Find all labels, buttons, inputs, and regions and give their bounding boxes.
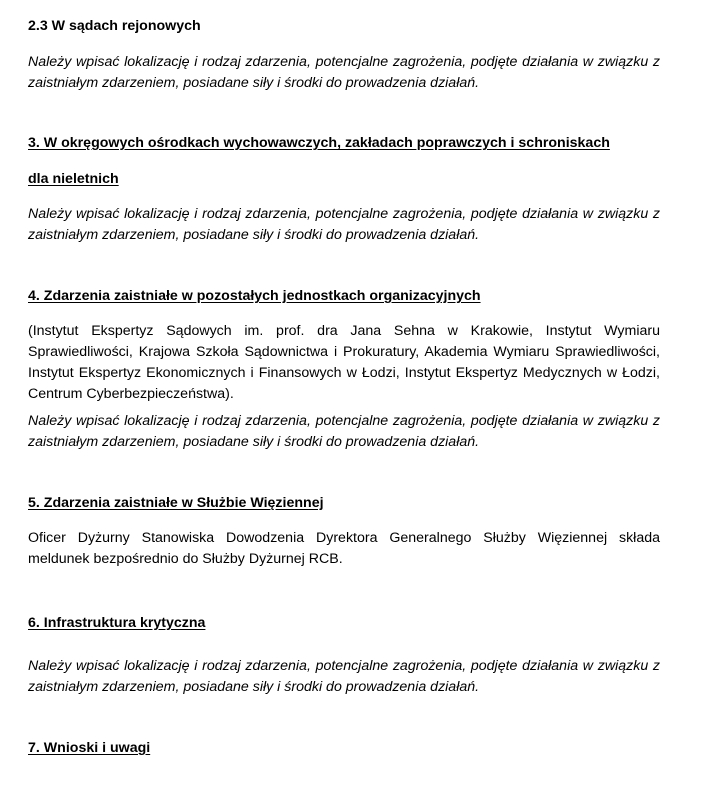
section-heading: 4. Zdarzenia zaistniałe w pozostałych jednostkach organizacyjnych xyxy=(28,288,481,304)
section-heading: 6. Infrastruktura krytyczna xyxy=(28,615,206,631)
section-2-3 xyxy=(28,16,660,36)
section-7 xyxy=(28,738,660,758)
section-4 xyxy=(28,286,660,306)
section-heading: 7. Wnioski i uwagi xyxy=(28,740,151,756)
section-6-note xyxy=(28,656,660,698)
instruction-text: Należy wpisać lokalizację i rodzaj zdarzenia, potencjalne zagrożenia, podjęte działania w związku z zaistniałym zdarzeniem, posiadane siły i środki do prowadzenia działań. xyxy=(28,413,660,450)
section-5 xyxy=(28,493,660,513)
section-5-body xyxy=(28,528,660,570)
section-4-body xyxy=(28,321,660,405)
section-3-note xyxy=(28,204,660,246)
section-2-3-note xyxy=(28,52,660,94)
instruction-text: Należy wpisać lokalizację i rodzaj zdarzenia, potencjalne zagrożenia, podjęte działania w związku z zaistniałym zdarzeniem, posiadane siły i środki do prowadzenia działań. xyxy=(28,658,660,695)
section-4-note xyxy=(28,411,660,453)
section-3-heading-cont xyxy=(28,169,660,189)
instruction-text: Należy wpisać lokalizację i rodzaj zdarzenia, potencjalne zagrożenia, podjęte działania w związku z zaistniałym zdarzeniem, posiadane siły i środki do prowadzenia działań. xyxy=(28,206,660,243)
section-heading: 3. W okręgowych ośrodkach wychowawczych, zakładach poprawczych i schroniskach xyxy=(28,135,610,151)
instruction-text: Należy wpisać lokalizację i rodzaj zdarzenia, potencjalne zagrożenia, podjęte działania w związku z zaistniałym zdarzeniem, posiadane siły i środki do prowadzenia działań. xyxy=(28,54,660,91)
body-text: Oficer Dyżurny Stanowiska Dowodzenia Dyrektora Generalnego Służby Więziennej składa meldunek bezpośrednio do Służby Dyżurnej RCB. xyxy=(28,530,660,567)
institutions-list-text: (Instytut Ekspertyz Sądowych im. prof. dra Jana Sehna w Krakowie, Instytut Wymiaru Sprawiedliwości, Krajowa Szkoła Sądownictwa i Prokuratury, Akademia Wymiaru Sprawiedliwości, Instytut Ekspertyz Ekonomicznych i Finansowych w Łodzi, Instytut Ekspertyz Medycznych w Łodzi, Centrum Cyberbezpieczeństwa). xyxy=(28,323,660,402)
section-3 xyxy=(28,133,660,153)
section-heading: 5. Zdarzenia zaistniałe w Służbie Więziennej xyxy=(28,495,324,511)
section-heading-continued: dla nieletnich xyxy=(28,171,119,187)
section-heading: 2.3 W sądach rejonowych xyxy=(28,18,201,34)
section-6 xyxy=(28,613,660,633)
